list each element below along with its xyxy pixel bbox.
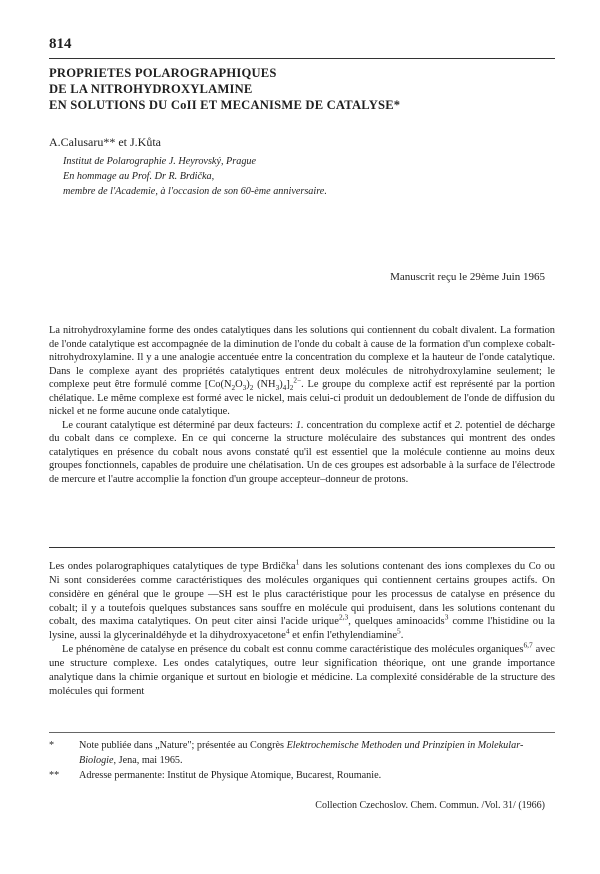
formula-text: ) — [246, 379, 250, 391]
footnote-text-run: Note publiée dans „Nature"; présentée au Congrès — [79, 740, 287, 751]
reference-mark[interactable]: 6,7 — [523, 640, 533, 650]
formula-subscript: 4 — [282, 384, 287, 393]
abstract-paragraph-2 — [49, 419, 555, 487]
body-text-run: , quelques aminoacids — [348, 616, 445, 628]
affiliation — [63, 154, 563, 199]
formula-superscript: 2− — [293, 376, 302, 385]
abstract-text: Le courant catalytique est déterminé par deux facteurs: — [62, 419, 296, 431]
body-text-run: et enfin l'ethylendiamine — [289, 630, 398, 642]
abstract-text: potentiel de décharge du cobalt dans ce complexe. En ce qui concerne la structure moléculaire des substances qui montrent des ondes catalytiques en présence du cobalt nous avons constaté qu'il est essentiel que la molécule contienne au moins deux groupes fonctionnels, capables de produire une chélatisation. Un de ces groupes est adsorbable à la surface de l'électrode de mercure et l'autre accomplie la fonction d'un groupe accepteur–donneur de protons. — [49, 419, 555, 486]
page-number: 814 — [49, 36, 72, 52]
body-text — [49, 557, 555, 698]
reference-mark[interactable]: 1 — [295, 557, 300, 567]
title-line-2: DE LA NITROHYDROXYLAMINE — [49, 82, 253, 96]
body-text-run: Les ondes polarographiques catalytiques de type Brdička — [49, 561, 296, 572]
body-paragraph-2 — [49, 640, 555, 698]
body-text-run: Le phénomène de catalyse en présence du cobalt est connu comme caractéristique des molécules organiques — [62, 644, 524, 656]
reference-mark[interactable]: 4 — [285, 626, 290, 636]
footnote-text — [79, 738, 555, 768]
footnote-text: Adresse permanente: Institut de Physique Atomique, Bucarest, Roumanie. — [79, 770, 382, 781]
footnote-mark: ** — [49, 770, 60, 781]
footnote-2 — [49, 768, 555, 783]
body-text-run: avec une structure complexe. Les ondes catalytiques, outre leur signification théorique, ont une grande importance analytique dans la chimie organique et surtout en biologie et médicine. La complexité considérable de la structure des molécules qui forment — [49, 644, 555, 697]
formula-text: O — [235, 379, 243, 391]
body-text-run: . — [400, 630, 404, 642]
formula-text: ] — [286, 379, 290, 391]
abstract — [49, 324, 555, 487]
abstract-text: concentration du complexe actif et — [303, 419, 455, 431]
footnote-italic: Elektrochemische Methoden und Prinzipien in Molekular-Biologie — [79, 740, 524, 766]
abstract-paragraph-1 — [49, 324, 555, 419]
received-date: Manuscrit reçu le 29ème Juin 1965 — [390, 271, 545, 283]
footnote-mark: * — [49, 740, 55, 751]
footnote-1 — [49, 738, 555, 768]
affiliation-line-2: En hommage au Prof. Dr R. Brdička, — [63, 171, 215, 182]
body-text-run: comme l'histidine ou la lysine, aussi la glycerinaldéhyde et la dihydroxyacetone — [49, 616, 555, 642]
enum-marker: 1. — [295, 419, 304, 431]
title-line-1: PROPRIETES POLAROGRAPHIQUES — [49, 66, 277, 80]
authors: A.Calusaru** et J.Kůta — [49, 135, 161, 149]
formula-subscript: 2 — [289, 384, 294, 393]
reference-mark[interactable]: 3 — [444, 612, 449, 622]
abstract-separator — [49, 547, 555, 548]
footnotes — [49, 738, 555, 783]
abstract-text: La nitrohydroxylamine forme des ondes catalytiques dans les solutions qui contiennent du cobalt divalent. La formation de l'onde catalytique est accompagnée de la diminution de l'onde du cobalt à cause de la formation d'un complexe cobalt-nitrohydroxylamine. Il y a une analogie accentuée entre la concentration du complexe et la hauteur de l'onde catalytique. Dans le complexe ayant des propriétés catalytiques entrent deux molécules de nitrohydroxylamine seulement; le complexe peut être formulé comme [Co(N — [49, 325, 555, 391]
affiliation-line-3: membre de l'Academie, à l'occasion de son 60-ème anniversaire. — [63, 186, 327, 197]
header-rule — [49, 58, 555, 59]
footnote-rule — [49, 732, 555, 733]
formula-subscript: 3 — [275, 384, 280, 393]
body-paragraph-1 — [49, 557, 555, 643]
article-title — [49, 65, 569, 113]
formula-subscript: 3 — [242, 384, 247, 393]
formula-text: ) — [279, 379, 283, 391]
reference-mark[interactable]: 5 — [397, 626, 401, 636]
formula-subscript: 2 — [249, 384, 254, 393]
journal-reference: Collection Czechoslov. Chem. Commun. /Vol. 31/ (1966) — [315, 800, 545, 811]
title-line-3: EN SOLUTIONS DU CoII ET MECANISME DE CATALYSE* — [49, 98, 401, 112]
footnote-text-run: , Jena, mai 1965. — [113, 755, 183, 766]
body-text-run: dans les solutions contenant des ions complexes du Co ou Ni sont considerées comme caractéristiques des molécules organiques qui contiennent certains groupes actifs. On considère en général que le groupe —SH est le plus caractéristique pour les processus de catalyse en présence du cobalt; il y a toutefois quelques substances sans souffre en molécule qui produisent, dans les solutions contenant du cobalt, des maxima catalytiques. On peut citer ainsi l'acide urique — [49, 561, 555, 628]
formula-subscript: 2 — [231, 384, 236, 393]
enum-marker: 2. — [454, 419, 463, 431]
reference-mark[interactable]: 2,3 — [338, 612, 349, 622]
formula-text: (NH — [253, 379, 276, 391]
affiliation-line-1: Institut de Polarographie J. Heyrovský, Prague — [63, 156, 257, 167]
abstract-text: . Le groupe du complexe actif est représenté par la portion chélatique. Le même complexe est formé avec le nickel, mais celui-ci produit un dedoublement de l'onde de diffusion du nickel et ne forme aucune onde catalytique. — [49, 379, 555, 418]
